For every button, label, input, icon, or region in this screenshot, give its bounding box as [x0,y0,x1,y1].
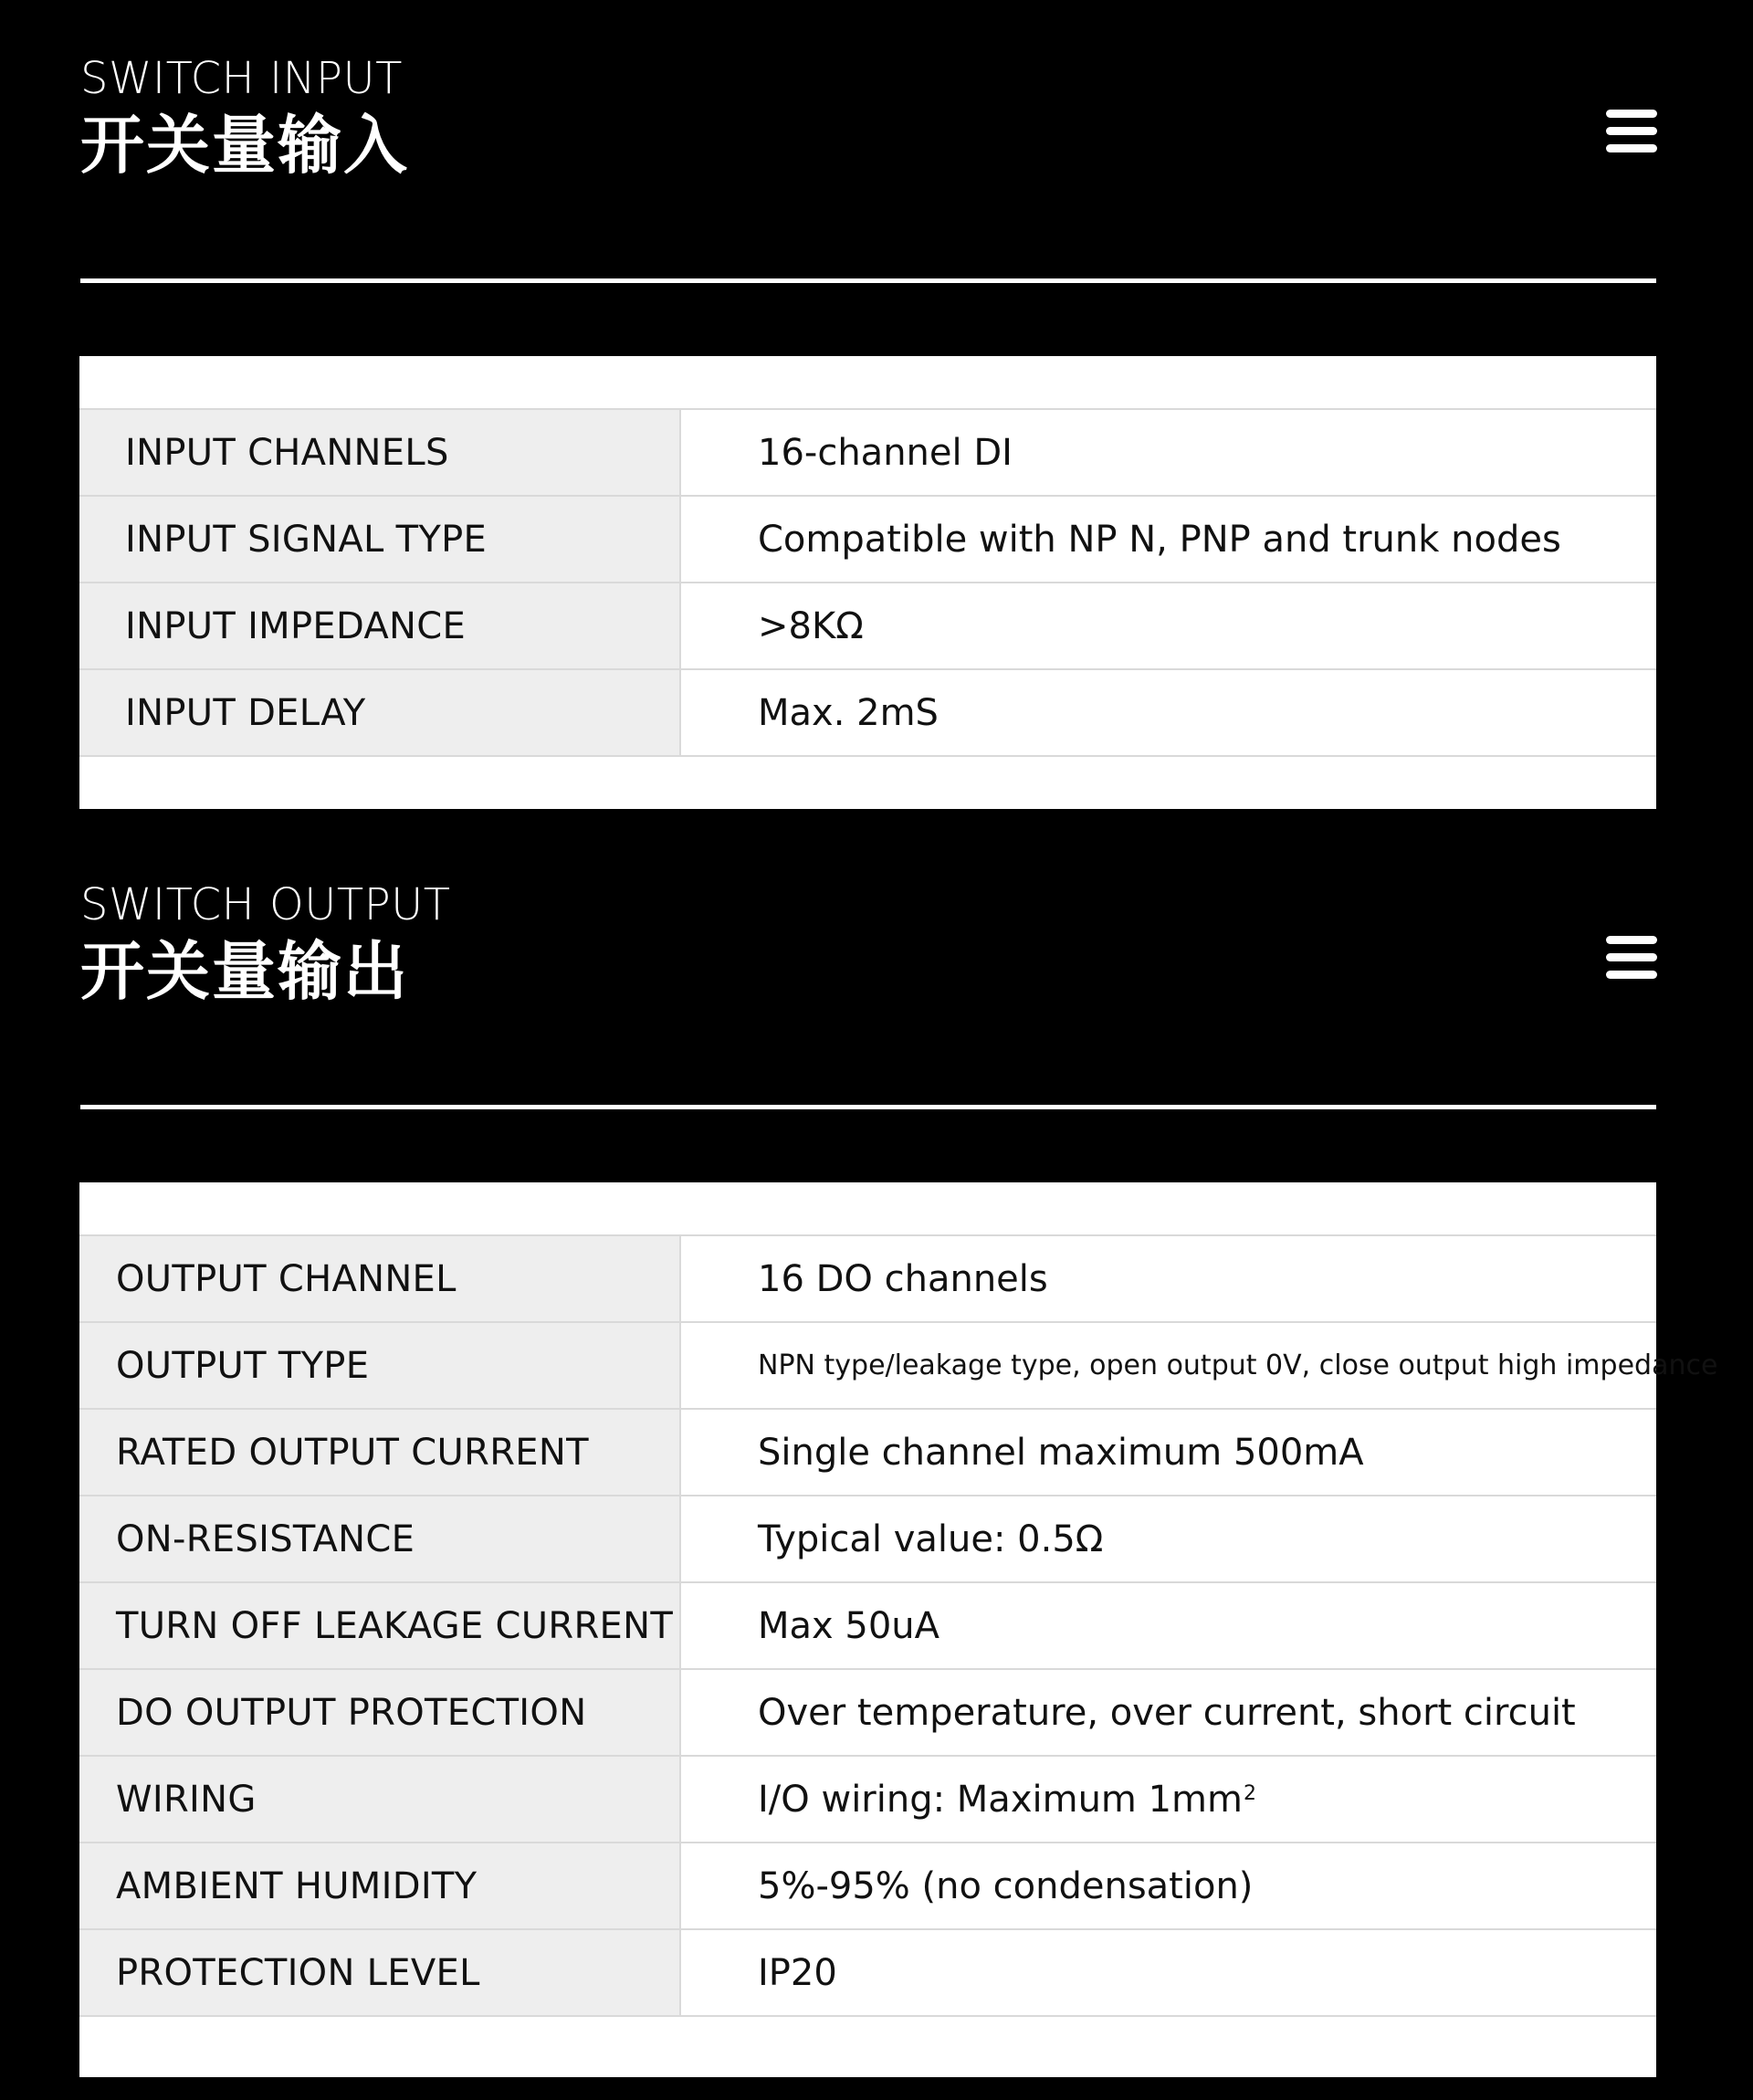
spec-table-input [79,356,1656,809]
table-row [79,1668,1656,1755]
row-label: INPUT CHANNELS [79,410,681,495]
row-label: PROTECTION LEVEL [79,1930,681,2015]
row-value: Max. 2mS [758,691,939,734]
section-title-cn: 开关量输出 [80,934,409,1009]
table-row [79,1321,1718,1408]
row-value-text: I/O wiring: Maximum 1mm [758,1778,1243,1821]
row-value: NPN type/leakage type, open output 0V, close output high impedance [758,1349,1718,1381]
row-value: 16 DO channels [758,1257,1048,1300]
row-value: Over temperature, over current, short circuit [758,1691,1576,1734]
row-label: OUTPUT TYPE [79,1323,681,1408]
row-label: WIRING [79,1757,681,1842]
row-label: OUTPUT CHANNEL [79,1236,681,1321]
row-value [681,1757,1656,1842]
row-label: ON-RESISTANCE [79,1496,681,1581]
table-row [79,1234,1656,1321]
hamburger-menu-icon[interactable] [1606,110,1657,153]
section-switch-output-header [80,826,1656,1009]
row-value: Compatible with NP N, PNP and trunk nodes [758,518,1561,561]
row-value-superscript: 2 [1243,1782,1256,1805]
section-switch-input-header [80,0,1656,183]
table-row [79,1408,1656,1495]
table-row [79,495,1656,582]
row-label: TURN OFF LEAKAGE CURRENT [79,1583,681,1668]
row-label: INPUT DELAY [79,670,681,755]
row-label: DO OUTPUT PROTECTION [79,1670,681,1755]
spec-table-output [79,1182,1718,2077]
row-value: IP20 [758,1951,837,1994]
table-row [79,1755,1656,1842]
section-title-en: SWITCH OUTPUT [80,879,451,930]
table-row [79,1581,1656,1668]
row-label: INPUT IMPEDANCE [79,583,681,668]
section-divider [80,278,1656,283]
row-label: RATED OUTPUT CURRENT [79,1410,681,1495]
table-row [79,1928,1656,2017]
hamburger-menu-icon[interactable] [1606,936,1657,980]
section-title-cn: 开关量输入 [80,108,409,183]
row-value: Max 50uA [758,1604,940,1647]
row-value: Typical value: 0.5Ω [758,1517,1104,1560]
row-label: AMBIENT HUMIDITY [79,1843,681,1928]
table-row [79,1495,1656,1581]
row-value: Single channel maximum 500mA [758,1431,1364,1474]
row-value: 16-channel DI [758,431,1013,474]
table-row [79,408,1656,495]
row-value: >8KΩ [758,604,864,647]
section-divider [80,1105,1656,1109]
row-label: INPUT SIGNAL TYPE [79,497,681,582]
table-row [79,668,1656,757]
row-value: 5%-95% (no condensation) [758,1864,1254,1907]
section-title-en: SWITCH INPUT [80,53,403,104]
table-row [79,1842,1656,1928]
table-row [79,582,1656,668]
